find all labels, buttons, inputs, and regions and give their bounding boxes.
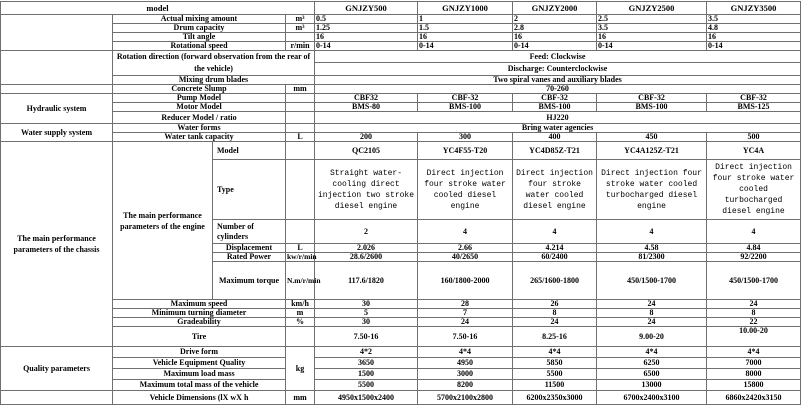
- value-cell: Straight water-cooling direct injection two stroke diesel engine: [315, 160, 418, 220]
- value-cell: 5: [315, 309, 418, 318]
- unit-cell: m³: [286, 15, 315, 24]
- value-cell: BMS-80: [315, 103, 418, 112]
- value-cell: 4*4: [513, 347, 597, 358]
- row-label: Type: [213, 160, 286, 220]
- model-name-2: GNJZY1000: [418, 2, 513, 15]
- table-row: [1, 51, 801, 63]
- row-label: Model: [213, 142, 286, 160]
- table-row: [1, 380, 801, 391]
- value-cell: YC4F55-T20: [418, 142, 513, 160]
- value-cell: 1.5: [418, 24, 513, 33]
- value-cell: CBF-32: [513, 94, 597, 103]
- row-label: Number of cylinders: [213, 220, 286, 244]
- row-label: Vehicle Equipment Quality: [113, 358, 286, 369]
- table-row: [1, 33, 801, 42]
- value-cell: 28: [418, 300, 513, 309]
- unit-cell: L: [286, 133, 315, 142]
- value-cell: 30: [315, 318, 418, 327]
- value-cell: Direct injection four stroke water cooled diesel engine: [513, 160, 597, 220]
- value-cell: 5850: [513, 358, 597, 369]
- value-cell: YC4D85Z-T21: [513, 142, 597, 160]
- row-label: Drum capacity: [113, 24, 286, 33]
- row-label: Rated Power: [213, 253, 286, 262]
- value-cell: 4: [597, 220, 707, 244]
- value-cell: 1: [418, 15, 513, 24]
- value-cell: 8000: [707, 369, 801, 380]
- value-cell: 4*4: [418, 347, 513, 358]
- value-cell: 0-14: [513, 42, 597, 51]
- row-label: Maximum torque: [213, 262, 286, 300]
- value-cell: 265/1600-1800: [513, 262, 597, 300]
- value-cell: 7.50-16: [418, 327, 513, 347]
- value-cell: 11500: [513, 380, 597, 391]
- value-cell: 9.00-20: [597, 327, 707, 347]
- model-name-1: GNJZY500: [315, 2, 418, 15]
- row-label: Actual mixing amount: [113, 15, 286, 24]
- value-cell: Direct injection four stroke water cooled turbocharged diesel engine: [707, 160, 801, 220]
- value-cell: 4*2: [315, 347, 418, 358]
- value-cell: Direct injection four stroke water cooled turbocharged diesel engine: [597, 160, 707, 220]
- unit-cell: km/h: [286, 300, 315, 309]
- row-label: Maximum speed: [113, 300, 286, 309]
- value-cell: 0-14: [707, 42, 801, 51]
- table-row: [1, 133, 801, 142]
- value-cell: CBF32: [315, 94, 418, 103]
- table-row: [1, 124, 801, 133]
- spec-table: [0, 1, 801, 405]
- value-cell: 8: [597, 309, 707, 318]
- value-cell: 4: [418, 220, 513, 244]
- row-label: Water tank capacity: [113, 133, 286, 142]
- value-cell: 26: [513, 300, 597, 309]
- unit-cell: kw/r/min: [287, 252, 317, 261]
- value-cell: 22: [707, 318, 801, 327]
- value-cell: 7.50-16: [315, 327, 418, 347]
- value-cell: 500: [707, 133, 801, 142]
- value-cell: 70-260: [315, 85, 801, 94]
- value-cell: 4950x1500x2400: [315, 391, 418, 405]
- value-cell: 92/2200: [707, 253, 801, 262]
- unit-cell: [286, 94, 315, 103]
- unit-cell: m³: [286, 24, 315, 33]
- value-cell: 16: [315, 33, 418, 42]
- value-cell: 200: [315, 133, 418, 142]
- row-label: Vehicle Dimensions (lX wX h: [113, 391, 286, 405]
- row-label: Tilt angle: [113, 33, 286, 42]
- category-engine: The main performance parameters of the engine: [113, 142, 213, 300]
- value-cell: 3.5: [597, 24, 707, 33]
- value-cell: HJ220: [315, 112, 801, 124]
- value-cell: 81/2300: [597, 253, 707, 262]
- value-cell: 40/2650: [418, 253, 513, 262]
- value-cell: CBF-32: [597, 94, 707, 103]
- value-cell: 0-14: [418, 42, 513, 51]
- value-cell: CBF-32: [707, 94, 801, 103]
- value-cell: 8: [513, 309, 597, 318]
- value-cell: 3000: [418, 369, 513, 380]
- value-cell: 2: [513, 15, 597, 24]
- unit-cell: [286, 327, 315, 347]
- table-row: [1, 15, 801, 24]
- value-cell: 400: [513, 133, 597, 142]
- category-chassis: The main performance parameters of the chassis: [1, 142, 113, 347]
- unit-cell: mm: [286, 391, 315, 405]
- category-quality: Quality parameters: [1, 347, 113, 391]
- value-cell: 13000: [597, 380, 707, 391]
- value-cell: 8.25-16: [513, 327, 597, 347]
- value-cell: CBF-32: [418, 94, 513, 103]
- value-cell: 450/1500-1700: [597, 262, 707, 300]
- value-cell: 6250: [597, 358, 707, 369]
- value-cell: 5500: [315, 380, 418, 391]
- value-cell: 16: [707, 33, 801, 42]
- row-label: Reducer Model / ratio: [113, 112, 286, 124]
- table-row: [1, 318, 801, 327]
- unit-cell: [286, 220, 315, 244]
- value-cell: 117.6/1820: [315, 262, 418, 300]
- value-cell: BMS-100: [418, 103, 513, 112]
- row-label: Tire: [113, 327, 286, 347]
- value-cell: 5700x2100x2800: [418, 391, 513, 405]
- row-label: Mixing drum blades: [113, 76, 315, 85]
- unit-cell: [286, 160, 315, 220]
- value-cell: 4*4: [707, 347, 801, 358]
- value-cell: 2: [315, 220, 418, 244]
- value-cell: 24: [597, 300, 707, 309]
- value-cell: Bring water agencies: [315, 124, 801, 133]
- value-cell: BMS-125: [707, 103, 801, 112]
- table-row: [1, 358, 801, 369]
- value-cell: BMS-100: [597, 103, 707, 112]
- value-cell: 4.214: [513, 244, 597, 253]
- header-row: [1, 2, 801, 15]
- value-cell: 4950: [418, 358, 513, 369]
- model-name-4: GNJZY2500: [597, 2, 707, 15]
- unit-cell: [286, 112, 315, 124]
- row-label: Displacement: [213, 244, 286, 253]
- value-cell: 4.84: [707, 244, 801, 253]
- unit-cell: [286, 103, 315, 112]
- value-cell: 1.25: [315, 24, 418, 33]
- unit-cell: N.m/r/min: [286, 262, 315, 300]
- value-cell: YC4A125Z-T21: [597, 142, 707, 160]
- blank-cell: [1, 391, 113, 405]
- row-label: Water forms: [113, 124, 286, 133]
- table-row: [1, 103, 801, 112]
- value-cell: 4: [707, 220, 801, 244]
- value-cell: 7000: [707, 358, 801, 369]
- value-cell: 1500: [315, 369, 418, 380]
- unit-cell: m: [286, 309, 315, 318]
- row-label: Rotation direction (forward observation from the rear of the vehicle): [113, 51, 315, 76]
- value-cell: 450: [597, 133, 707, 142]
- table-row: [1, 112, 801, 124]
- value-cell: 4.8: [707, 24, 801, 33]
- unit-cell: r/min: [286, 42, 315, 51]
- table-row: [1, 347, 801, 358]
- row-label: Concrete Slump: [113, 85, 286, 94]
- row-label: Minimum turning diameter: [113, 309, 286, 318]
- table-row: [1, 85, 801, 94]
- value-cell: 16: [418, 33, 513, 42]
- value-cell: 450/1500-1700: [707, 262, 801, 300]
- table-row: [1, 327, 801, 347]
- value-cell: 24: [418, 318, 513, 327]
- value-cell: 6200x2350x3000: [513, 391, 597, 405]
- value-cell: 2.8: [513, 24, 597, 33]
- row-label: Gradeability: [113, 318, 286, 327]
- table-row: [1, 24, 801, 33]
- value-cell: 30: [315, 300, 418, 309]
- value-cell: YC4A: [707, 142, 801, 160]
- value-cell: 4*4: [597, 347, 707, 358]
- table-row: [1, 142, 801, 160]
- value-cell: QC2105: [315, 142, 418, 160]
- table-row: [1, 309, 801, 318]
- value-cell: 2.5: [597, 15, 707, 24]
- value-cell: 24: [513, 318, 597, 327]
- row-label: Maximum total mass of the vehicle: [113, 380, 286, 391]
- category-water: Water supply system: [1, 124, 113, 142]
- value-cell: 0.5: [315, 15, 418, 24]
- unit-cell: kg: [286, 347, 315, 391]
- value-cell: 6700x2400x3100: [597, 391, 707, 405]
- feed-direction: Feed: Clockwise: [315, 51, 801, 63]
- value-cell: 4: [513, 220, 597, 244]
- row-label: Maximum load mass: [113, 369, 286, 380]
- value-cell: 6860x2420x3150: [707, 391, 801, 405]
- table-row: [1, 76, 801, 85]
- model-name-3: GNJZY2000: [513, 2, 597, 15]
- table-row: [1, 94, 801, 103]
- row-label: Pump Model: [113, 94, 286, 103]
- model-name-5: GNJZY3500: [707, 2, 801, 15]
- model-header-label: model: [1, 2, 315, 15]
- value-cell: 2.66: [418, 244, 513, 253]
- unit-cell: L: [286, 244, 315, 253]
- value-cell: 10.00-20: [707, 327, 801, 347]
- row-label: Rotational speed: [113, 42, 286, 51]
- table-row: [1, 300, 801, 309]
- value-cell: 5500: [513, 369, 597, 380]
- value-cell: 3650: [315, 358, 418, 369]
- value-cell: 15800: [707, 380, 801, 391]
- value-cell: 2.026: [315, 244, 418, 253]
- blank-cell: [1, 51, 113, 85]
- value-cell: 3.5: [707, 15, 801, 24]
- value-cell: Direct injection four stroke water cooled diesel engine: [418, 160, 513, 220]
- value-cell: 24: [597, 318, 707, 327]
- value-cell: 160/1800-2000: [418, 262, 513, 300]
- value-cell: 300: [418, 133, 513, 142]
- table-row: [1, 369, 801, 380]
- blank-cell: [1, 85, 113, 94]
- value-cell: BMS-100: [513, 103, 597, 112]
- value-cell: 60/2400: [513, 253, 597, 262]
- table-row: [1, 391, 801, 405]
- value-cell: 8: [707, 309, 801, 318]
- row-label: Motor Model: [113, 103, 286, 112]
- blank-cell: [1, 15, 113, 51]
- value-cell: 4.58: [597, 244, 707, 253]
- value-cell: 28.6/2600: [315, 253, 418, 262]
- unit-cell: [286, 142, 315, 160]
- value-cell: 0-14: [315, 42, 418, 51]
- unit-cell: %: [286, 318, 315, 327]
- discharge-direction: Discharge: Counterclockwise: [315, 63, 801, 76]
- value-cell: Two spiral vanes and auxiliary blades: [315, 76, 801, 85]
- value-cell: 8200: [418, 380, 513, 391]
- value-cell: 24: [707, 300, 801, 309]
- value-cell: 0-14: [597, 42, 707, 51]
- unit-cell: mm: [286, 85, 315, 94]
- table-row: [1, 42, 801, 51]
- row-label: Drive form: [113, 347, 286, 358]
- category-hydraulic: Hydraulic system: [1, 94, 113, 124]
- value-cell: 7: [418, 309, 513, 318]
- value-cell: 16: [513, 33, 597, 42]
- value-cell: 16: [597, 33, 707, 42]
- value-cell: 6500: [597, 369, 707, 380]
